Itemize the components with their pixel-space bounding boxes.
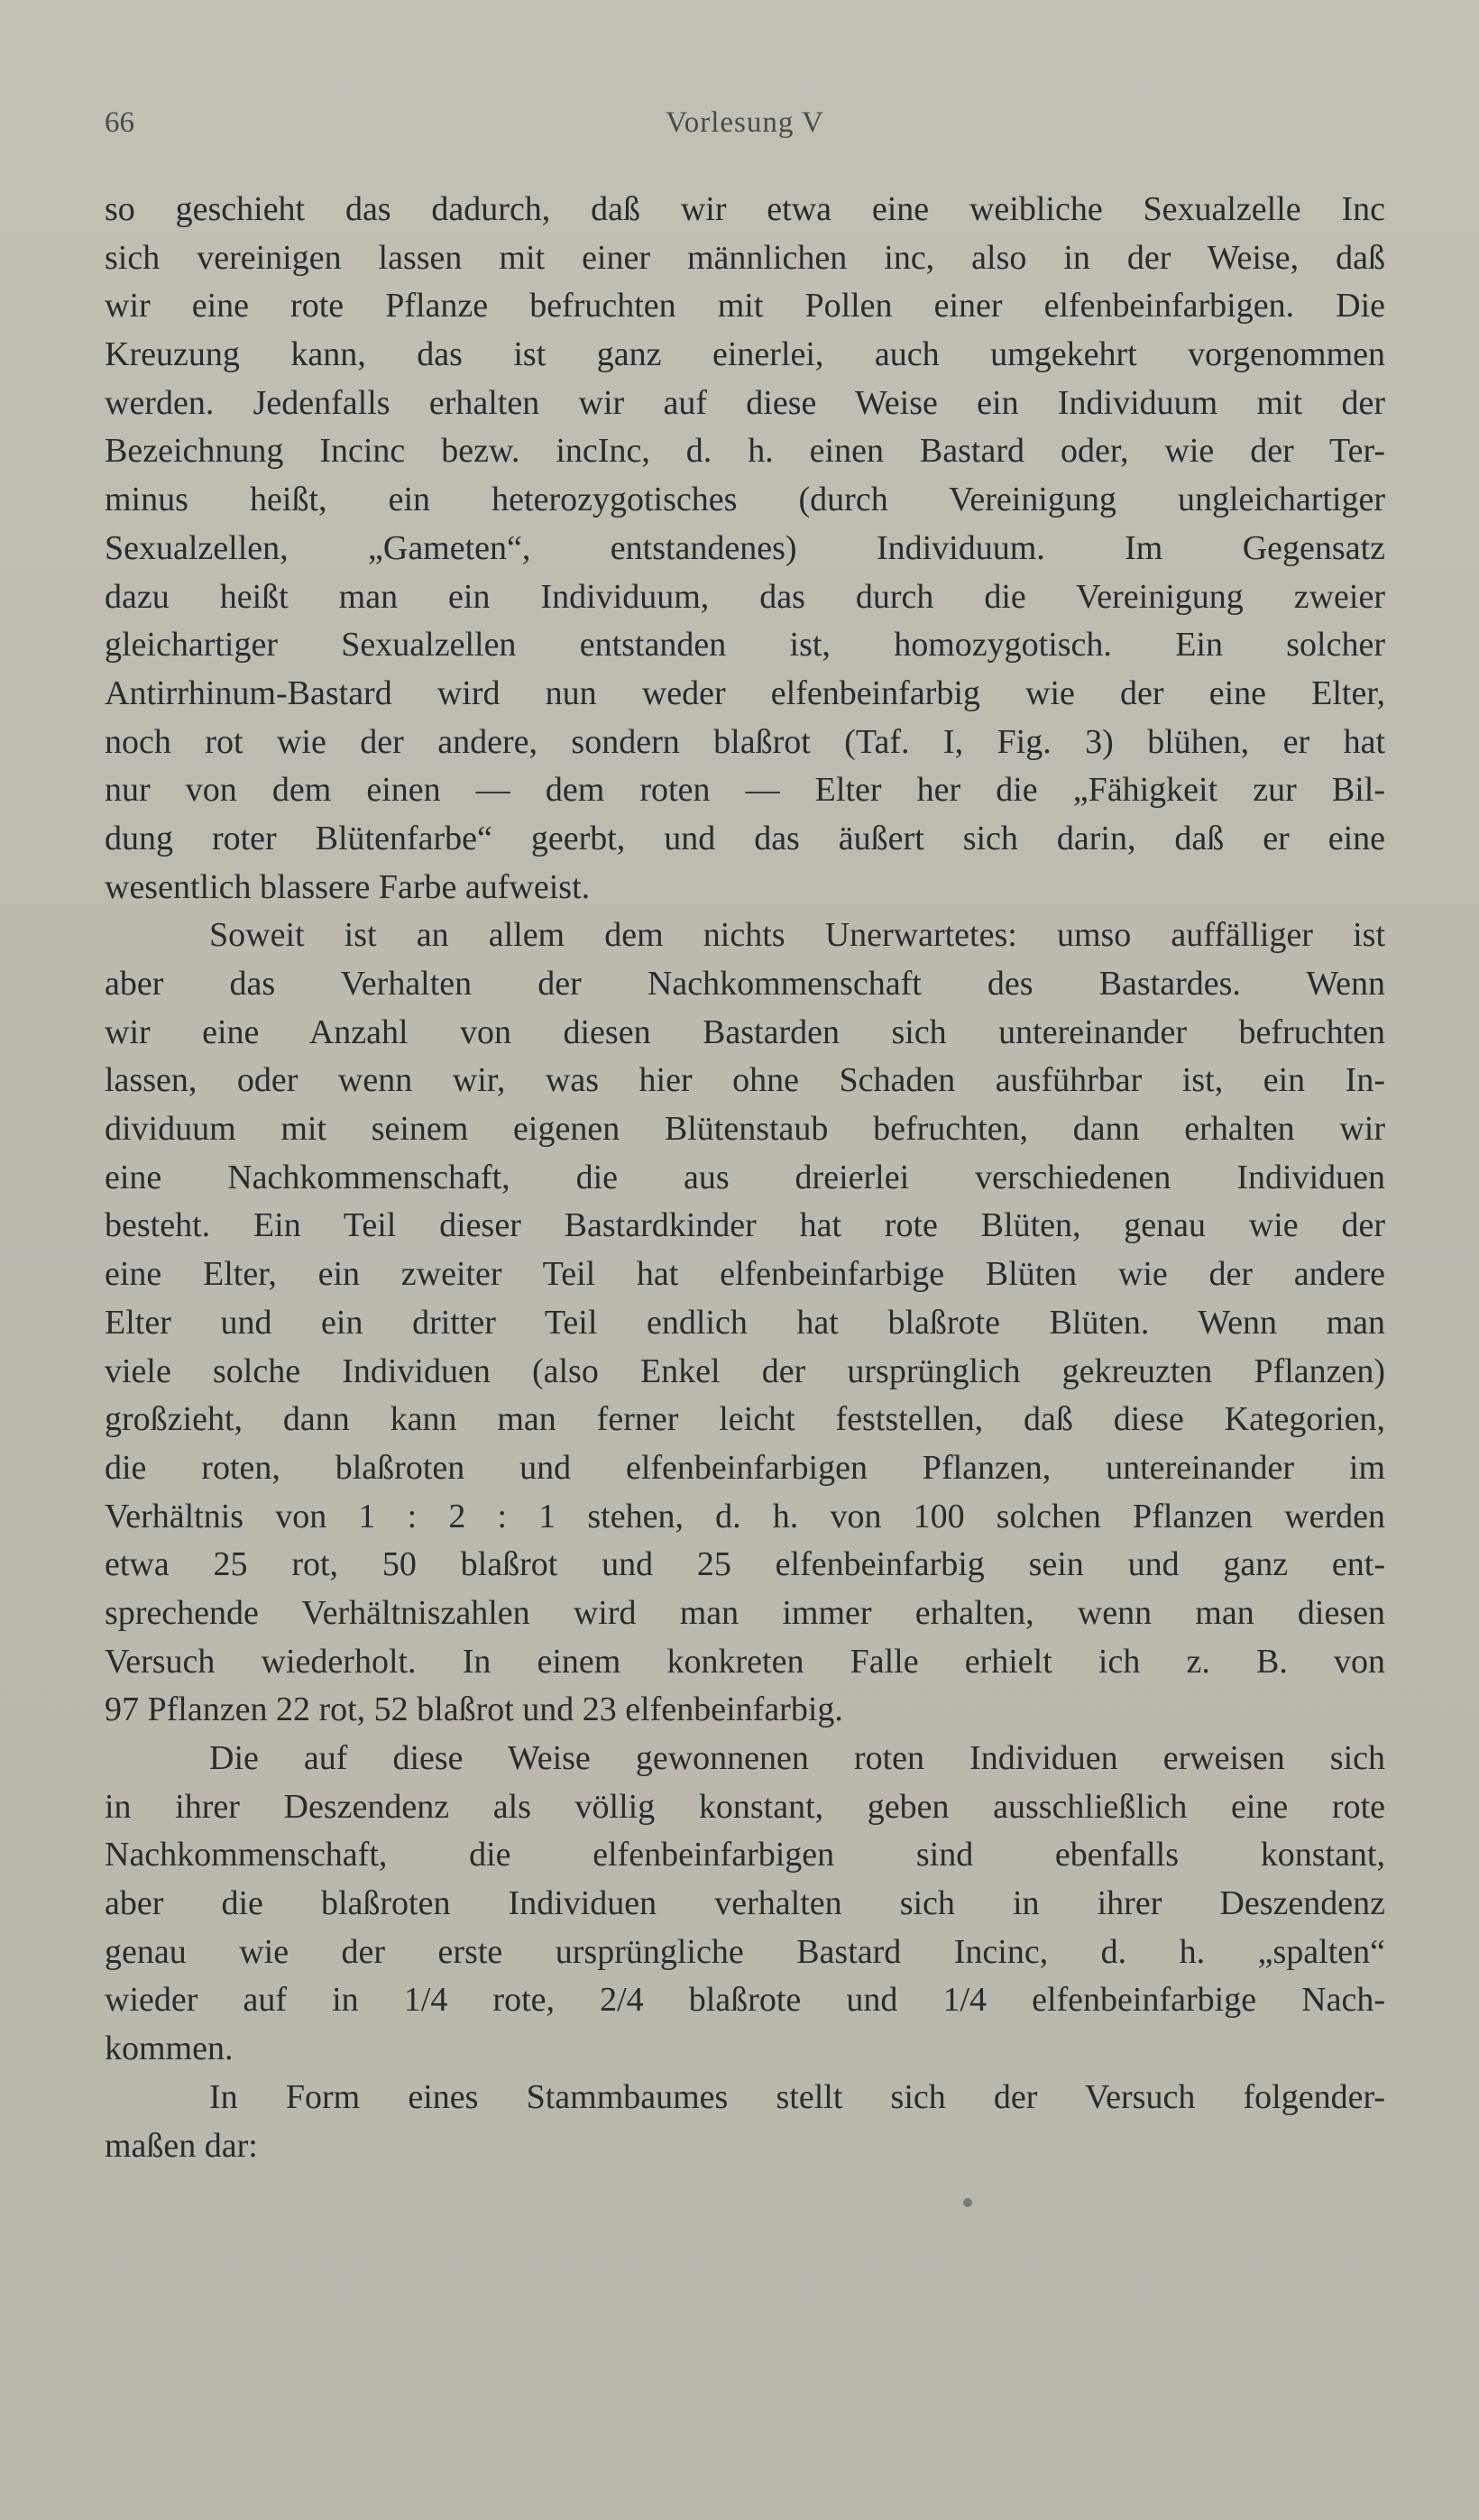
text-line: die roten, blaßroten und elfenbeinfarbigen Pflanzen, untereinander im xyxy=(105,1448,1385,1487)
text-line: 97 Pflanzen 22 rot, 52 blaßrot und 23 elfenbeinfarbig. xyxy=(105,1691,843,1729)
text-line: in ihrer Deszendenz als völlig konstant, geben ausschließlich eine rote xyxy=(105,1787,1385,1826)
text-line: gleichartiger Sexualzellen entstanden ist, homozygotisch. Ein solcher xyxy=(105,626,1385,664)
text-line: Soweit ist an allem dem nichts Unerwartetes: umso auffälliger ist xyxy=(209,916,1385,955)
text-line: großzieht, dann kann man ferner leicht feststellen, daß diese Kategorien, xyxy=(105,1400,1385,1439)
text-line: eine Nachkommenschaft, die aus dreierlei verschiedenen Individuen xyxy=(105,1158,1385,1196)
text-line: Elter und ein dritter Teil endlich hat blaßrote Blüten. Wenn man xyxy=(105,1303,1385,1342)
paragraph-1 xyxy=(105,186,1385,912)
text-line: In Form eines Stammbaumes stellt sich der Versuch folgender- xyxy=(209,2077,1385,2116)
body-text xyxy=(105,186,1385,2170)
text-line: genau wie der erste ursprüngliche Bastard Incinc, d. h. „spalten“ xyxy=(105,1932,1385,1971)
text-line: lassen, oder wenn wir, was hier ohne Schaden ausführbar ist, ein In- xyxy=(105,1061,1385,1100)
running-head xyxy=(105,106,1385,151)
text-line: wesentlich blassere Farbe aufweist. xyxy=(105,867,591,906)
text-line: eine Elter, ein zweiter Teil hat elfenbeinfarbige Blüten wie der andere xyxy=(105,1255,1385,1294)
text-line: sprechende Verhältniszahlen wird man immer erhalten, wenn man diesen xyxy=(105,1593,1385,1632)
text-line: Versuch wiederholt. In einem konkreten Falle erhielt ich z. B. von xyxy=(105,1642,1385,1681)
text-line: Antirrhinum-Bastard wird nun weder elfenbeinfarbig wie der eine Elter, xyxy=(105,674,1385,712)
text-line: minus heißt, ein heterozygotisches (durch Vereinigung ungleichartiger xyxy=(105,481,1385,519)
text-line: so geschieht das dadurch, daß wir etwa eine weibliche Sexualzelle Inc xyxy=(105,190,1385,228)
paragraph-4 xyxy=(105,2074,1385,2170)
text-line: Kreuzung kann, das ist ganz einerlei, auch umgekehrt vorgenommen xyxy=(105,335,1385,374)
text-line: wir eine rote Pflanze befruchten mit Pollen einer elfenbeinfarbigen. Die xyxy=(105,287,1385,325)
text-line: aber das Verhalten der Nachkommenschaft des Bastardes. Wenn xyxy=(105,965,1385,1003)
text-line: dung roter Blütenfarbe“ geerbt, und das äußert sich darin, daß er eine xyxy=(105,819,1385,857)
text-line: Nachkommenschaft, die elfenbeinfarbigen sind ebenfalls konstant, xyxy=(105,1836,1385,1874)
paragraph-2 xyxy=(105,912,1385,1735)
text-line: Bezeichnung Incinc bezw. incInc, d. h. einen Bastard oder, wie der Ter- xyxy=(105,432,1385,471)
text-line: etwa 25 rot, 50 blaßrot und 25 elfenbeinfarbig sein und ganz ent- xyxy=(105,1545,1385,1584)
text-line: nur von dem einen — dem roten — Elter her die „Fähigkeit zur Bil- xyxy=(105,771,1385,810)
text-line: besteht. Ein Teil dieser Bastardkinder hat rote Blüten, genau wie der xyxy=(105,1206,1385,1245)
text-line: dividuum mit seinem eigenen Blütenstaub befruchten, dann erhalten wir xyxy=(105,1110,1385,1149)
text-line: aber die blaßroten Individuen verhalten sich in ihrer Deszendenz xyxy=(105,1884,1385,1923)
paragraph-3 xyxy=(105,1735,1385,2074)
text-line: kommen. xyxy=(105,2030,234,2068)
text-line: wieder auf in 1/4 rote, 2/4 blaßrote und 1/4 elfenbeinfarbige Nach- xyxy=(105,1981,1385,2020)
text-line: werden. Jedenfalls erhalten wir auf diese Weise ein Individuum mit der xyxy=(105,383,1385,422)
paper-speck xyxy=(963,2198,972,2207)
running-title: Vorlesung V xyxy=(666,106,824,139)
text-line: wir eine Anzahl von diesen Bastarden sich untereinander befruchten xyxy=(105,1013,1385,1051)
text-line: Die auf diese Weise gewonnenen roten Individuen erweisen sich xyxy=(209,1739,1385,1777)
text-line: Sexualzellen, „Gameten“, entstandenes) Individuum. Im Gegensatz xyxy=(105,528,1385,567)
text-line: maßen dar: xyxy=(105,2126,258,2165)
text-line: viele solche Individuen (also Enkel der ursprünglich gekreuzten Pflanzen) xyxy=(105,1352,1385,1390)
text-line: dazu heißt man ein Individuum, das durch die Vereinigung zweier xyxy=(105,577,1385,616)
text-line: noch rot wie der andere, sondern blaßrot (Taf. I, Fig. 3) blühen, er hat xyxy=(105,722,1385,761)
text-line: Verhältnis von 1 : 2 : 1 stehen, d. h. von 100 solchen Pflanzen werden xyxy=(105,1497,1385,1535)
page-number: 66 xyxy=(105,106,134,139)
text-line: sich vereinigen lassen mit einer männlichen inc, also in der Weise, daß xyxy=(105,238,1385,277)
